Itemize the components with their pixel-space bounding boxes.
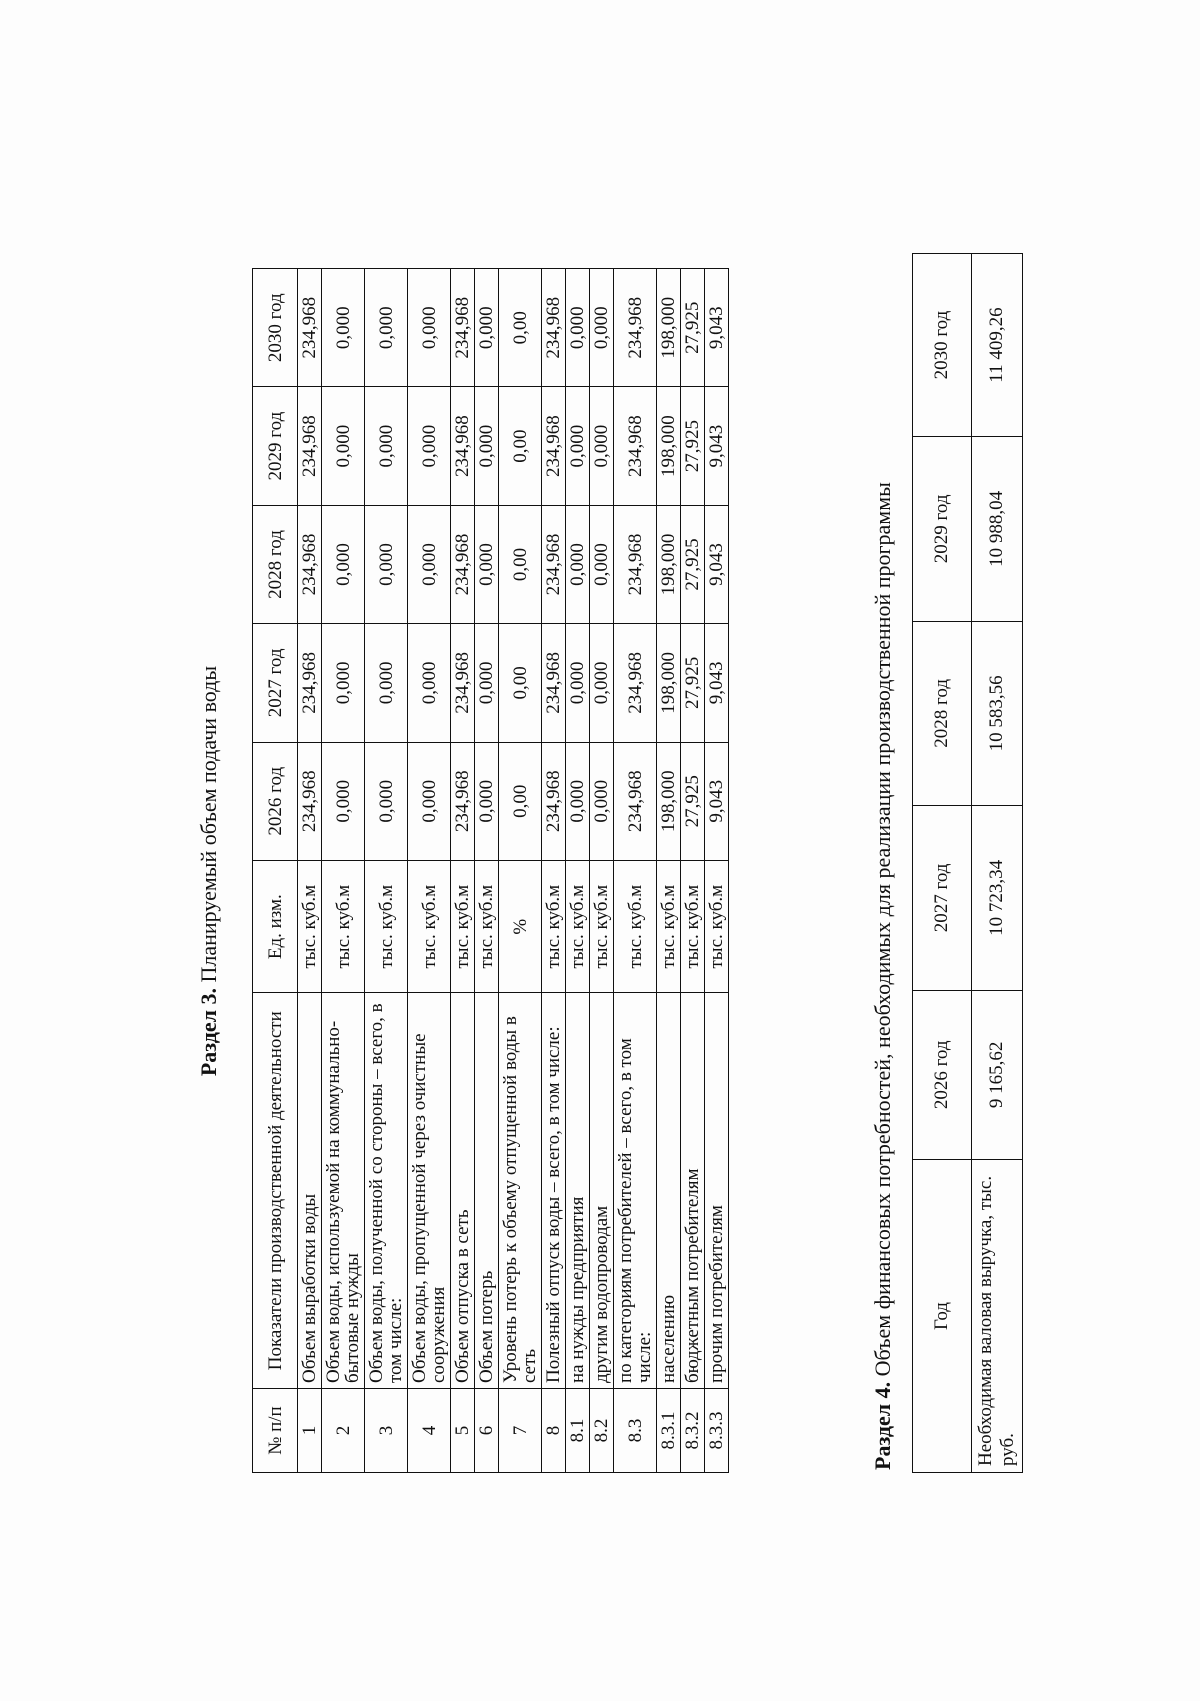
table-cell: Объем воды, полученной со стороны – всего, в том числе: [365,993,408,1389]
table-cell: прочим потребителям [705,993,729,1389]
table-cell: 234,968 [614,269,657,387]
table-cell: 10 988,04 [972,437,1023,622]
section3-title-bold: Раздел 3. [196,988,221,1077]
table-cell: 27,925 [681,269,705,387]
header-cell: 2028 год [913,621,972,806]
table-cell: 234,968 [614,505,657,623]
table-cell: 0,000 [322,269,365,387]
table-cell: 0,000 [566,505,590,623]
table-cell: 234,968 [451,269,475,387]
table-cell: 9 165,62 [972,990,1023,1159]
table-cell: % [499,860,542,993]
table-cell: 0,000 [322,387,365,505]
table-cell: 9,043 [705,387,729,505]
water-supply-table [252,268,729,1473]
table-cell: 0,000 [566,742,590,860]
table-cell: другим водопроводам [590,993,614,1389]
table-cell: 0,000 [566,269,590,387]
table-cell: тыс. куб.м [657,860,681,993]
table-cell: 234,968 [614,624,657,742]
table-cell: 3 [365,1389,408,1473]
section4-title-bold: Раздел 4. [870,1381,895,1470]
table-cell: тыс. куб.м [614,860,657,993]
table-cell: 0,000 [475,269,499,387]
header-cell: 2026 год [253,742,298,860]
table-cell: 234,968 [542,742,566,860]
table-cell: тыс. куб.м [365,860,408,993]
table-cell: 9,043 [705,505,729,623]
table-header-row [253,269,298,1473]
table-row [657,269,681,1473]
table-cell: 9,043 [705,742,729,860]
section3-title-text: Планируемый объем подачи воды [196,665,221,989]
table-cell: 10 723,34 [972,806,1023,991]
table-cell: 4 [408,1389,451,1473]
table-cell: 0,00 [499,505,542,623]
table-cell: Объем воды, используемой на коммунально-бытовые нужды [322,993,365,1389]
table-cell: 1 [298,1389,322,1473]
table-cell: тыс. куб.м [681,860,705,993]
table-cell: 0,000 [475,742,499,860]
table-row [298,269,322,1473]
table-cell: 0,00 [499,742,542,860]
table-row [566,269,590,1473]
header-cell: № п/п [253,1389,298,1473]
table-cell: 6 [475,1389,499,1473]
table-cell: 198,000 [657,624,681,742]
table-cell: 234,968 [451,505,475,623]
table-row [365,269,408,1473]
section4-title-text: Объем финансовых потребностей, необходимых для реализации производственной программы [870,482,895,1382]
table-cell: 0,000 [365,505,408,623]
table-cell: тыс. куб.м [298,860,322,993]
table-cell: 234,968 [542,387,566,505]
table-cell: 0,000 [365,269,408,387]
table-cell: 5 [451,1389,475,1473]
table-cell: 8.3.2 [681,1389,705,1473]
table-cell: 234,968 [542,269,566,387]
table-cell: 0,000 [365,742,408,860]
table-cell: 0,000 [322,505,365,623]
table-row [614,269,657,1473]
table-cell: на нужды предприятия [566,993,590,1389]
section4-title [870,170,896,1470]
table-cell: 234,968 [451,387,475,505]
table-cell: 234,968 [298,505,322,623]
table-cell: 234,968 [298,742,322,860]
table-cell: 234,968 [298,387,322,505]
table-cell: 0,00 [499,387,542,505]
header-cell: Ед. изм. [253,860,298,993]
table-cell: тыс. куб.м [566,860,590,993]
header-cell: 2027 год [913,806,972,991]
table-cell: населению [657,993,681,1389]
water-supply-table-body [298,269,729,1473]
table-row [475,269,499,1473]
table-cell: тыс. куб.м [451,860,475,993]
table-cell: 234,968 [451,742,475,860]
table-row [542,269,566,1473]
table-cell: Объем потерь [475,993,499,1389]
table-cell: 0,00 [499,269,542,387]
table-cell: 0,000 [408,742,451,860]
table-cell: Уровень потерь к объему отпущенной воды в сеть [499,993,542,1389]
table-row [590,269,614,1473]
table-cell: 27,925 [681,742,705,860]
table-cell: тыс. куб.м [475,860,499,993]
table-cell: тыс. куб.м [590,860,614,993]
table-cell: 2 [322,1389,365,1473]
table-cell: 234,968 [298,269,322,387]
table-cell: тыс. куб.м [322,860,365,993]
table-cell: 234,968 [614,742,657,860]
table-cell: 0,000 [475,505,499,623]
table-cell: 11 409,26 [972,254,1023,437]
table-cell: 0,000 [408,505,451,623]
table-cell: 234,968 [298,624,322,742]
table-cell: Объем выработки воды [298,993,322,1389]
table-cell: 0,000 [590,269,614,387]
table-cell: 9,043 [705,624,729,742]
table-cell: 0,000 [322,624,365,742]
table-cell: 0,000 [590,742,614,860]
header-cell: 2030 год [253,269,298,387]
table-cell: Объем отпуска в сеть [451,993,475,1389]
header-cell: Показатели производственной деятельности [253,993,298,1389]
header-cell: 2028 год [253,505,298,623]
table-row [705,269,729,1473]
table-cell: 27,925 [681,505,705,623]
table-cell: 234,968 [451,624,475,742]
table-row [972,254,1023,1473]
header-cell: 2029 год [913,437,972,622]
table-cell: 0,000 [408,624,451,742]
table-cell: 0,000 [590,505,614,623]
table-cell: 8.2 [590,1389,614,1473]
table-row [681,269,705,1473]
table-cell: 8.3 [614,1389,657,1473]
table-cell: Необходимая валовая выручка, тыс. руб. [972,1160,1023,1473]
table-cell: 198,000 [657,505,681,623]
table-cell: 8.3.1 [657,1389,681,1473]
table-cell: 0,000 [475,387,499,505]
table-cell: 9,043 [705,269,729,387]
table-cell: 27,925 [681,387,705,505]
table-row [408,269,451,1473]
table-cell: 8.1 [566,1389,590,1473]
table-cell: Объем воды, пропущенной через очистные сооружения [408,993,451,1389]
table-cell: 8 [542,1389,566,1473]
table-cell: 0,000 [566,387,590,505]
section3-title [196,271,222,1471]
table-cell: 10 583,56 [972,621,1023,806]
table-cell: 0,000 [365,624,408,742]
financial-needs-table [912,253,1023,1473]
header-cell: 2026 год [913,990,972,1159]
table-cell: 198,000 [657,269,681,387]
table-cell: 0,000 [475,624,499,742]
table-row [451,269,475,1473]
table-cell: 0,000 [408,387,451,505]
table-cell: 198,000 [657,387,681,505]
header-cell: 2030 год [913,254,972,437]
table-cell: 0,000 [322,742,365,860]
table-cell: 234,968 [542,624,566,742]
table-cell: 0,000 [566,624,590,742]
table-cell: 0,000 [590,387,614,505]
table-cell: бюджетным потребителям [681,993,705,1389]
table-row [499,269,542,1473]
header-cell: 2029 год [253,387,298,505]
table-cell: по категориям потребителей – всего, в том числе: [614,993,657,1389]
table-cell: 0,00 [499,624,542,742]
table-cell: Полезный отпуск воды – всего, в том числе: [542,993,566,1389]
table-cell: 8.3.3 [705,1389,729,1473]
table-cell: 7 [499,1389,542,1473]
header-cell: Год [913,1160,972,1473]
table-cell: 0,000 [365,387,408,505]
header-cell: 2027 год [253,624,298,742]
table-cell: 234,968 [614,387,657,505]
table-cell: 0,000 [590,624,614,742]
table-header-row [913,254,972,1473]
table-cell: тыс. куб.м [408,860,451,993]
table-cell: 198,000 [657,742,681,860]
table-cell: тыс. куб.м [542,860,566,993]
table-cell: 0,000 [408,269,451,387]
table-cell: 234,968 [542,505,566,623]
table-row [322,269,365,1473]
table-cell: 27,925 [681,624,705,742]
table-cell: тыс. куб.м [705,860,729,993]
